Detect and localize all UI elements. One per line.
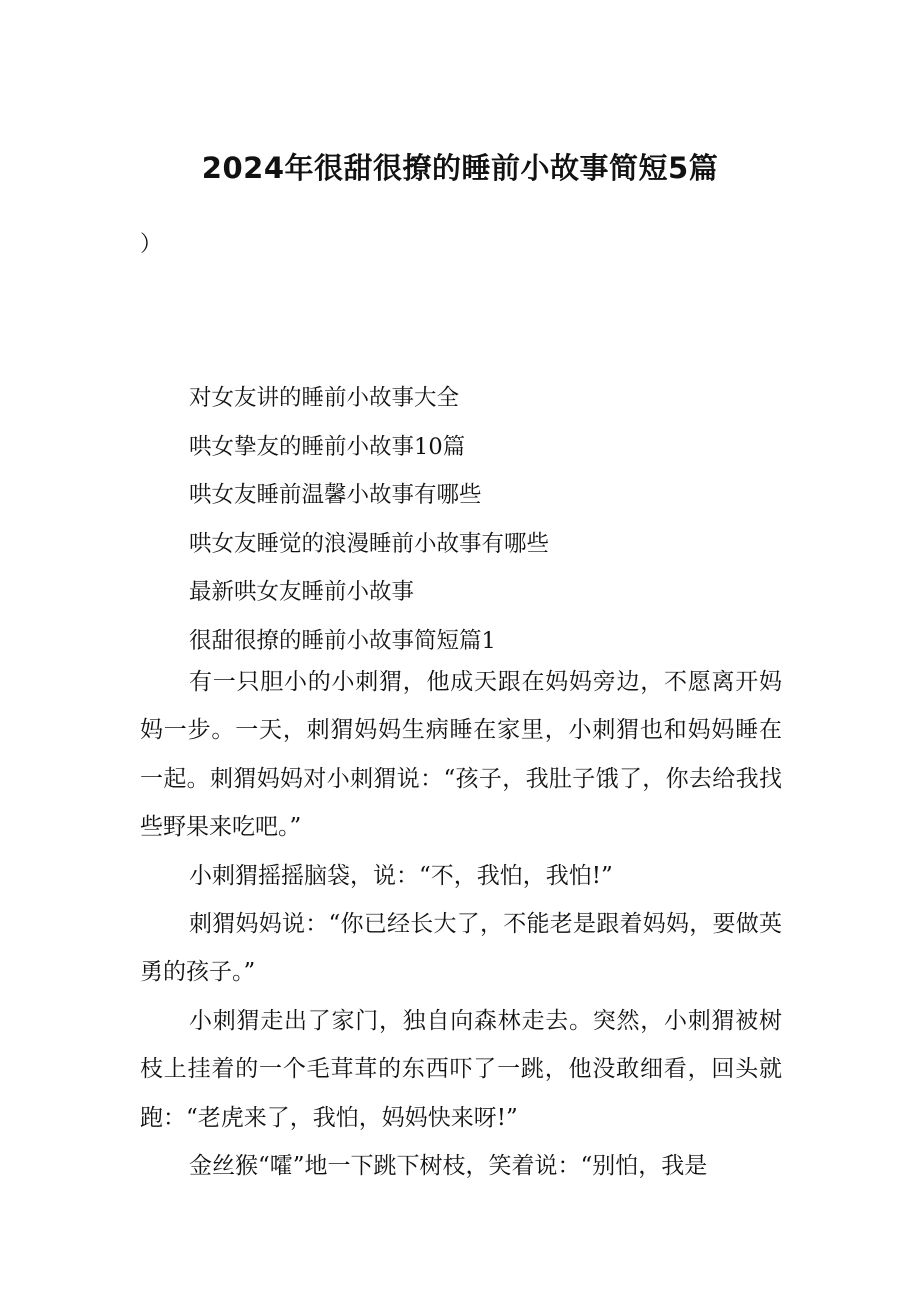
toc-item: 很甜很撩的睡前小故事简短篇1 (189, 627, 496, 654)
toc-item: 哄女友睡前温馨小故事有哪些 (189, 482, 482, 509)
story-paragraph: 金丝猴“嚯”地一下跳下树枝，笑着说：“别怕，我是 (189, 1153, 708, 1180)
toc-item: 最新哄女友睡前小故事 (189, 579, 415, 606)
toc-item: 哄女友睡觉的浪漫睡前小故事有哪些 (189, 530, 550, 557)
document-title: 2024年很甜很撩的睡前小故事简短5篇 (201, 151, 719, 185)
story-paragraph: 小刺猬走出了家门，独自向森林走去。突然，小刺猬被树枝上挂着的一个毛茸茸的东西吓了一跳，他没敢细看，回头就跑：“老虎来了，我怕，妈妈快来呀!” (140, 1007, 782, 1131)
story-paragraph: 刺猬妈妈说：“你已经长大了，不能老是跟着妈妈，要做英勇的孩子。” (140, 911, 782, 986)
story-paragraph: 有一只胆小的小刺猬，他成天跟在妈妈旁边，不愿离开妈妈一步。一天，刺猬妈妈生病睡在家里，小刺猬也和妈妈睡在一起。刺猬妈妈对小刺猬说：“孩子，我肚子饿了，你去给我找些野果来吃吧。” (140, 669, 782, 841)
story-body (140, 658, 782, 1190)
closing-parenthesis: ） (140, 232, 163, 257)
story-paragraph: 小刺猬摇摇脑袋，说：“不，我怕，我怕!” (189, 862, 613, 889)
toc-item: 哄女挚友的睡前小故事10篇 (189, 433, 466, 460)
table-of-contents (189, 374, 809, 666)
toc-item: 对女友讲的睡前小故事大全 (189, 385, 460, 411)
